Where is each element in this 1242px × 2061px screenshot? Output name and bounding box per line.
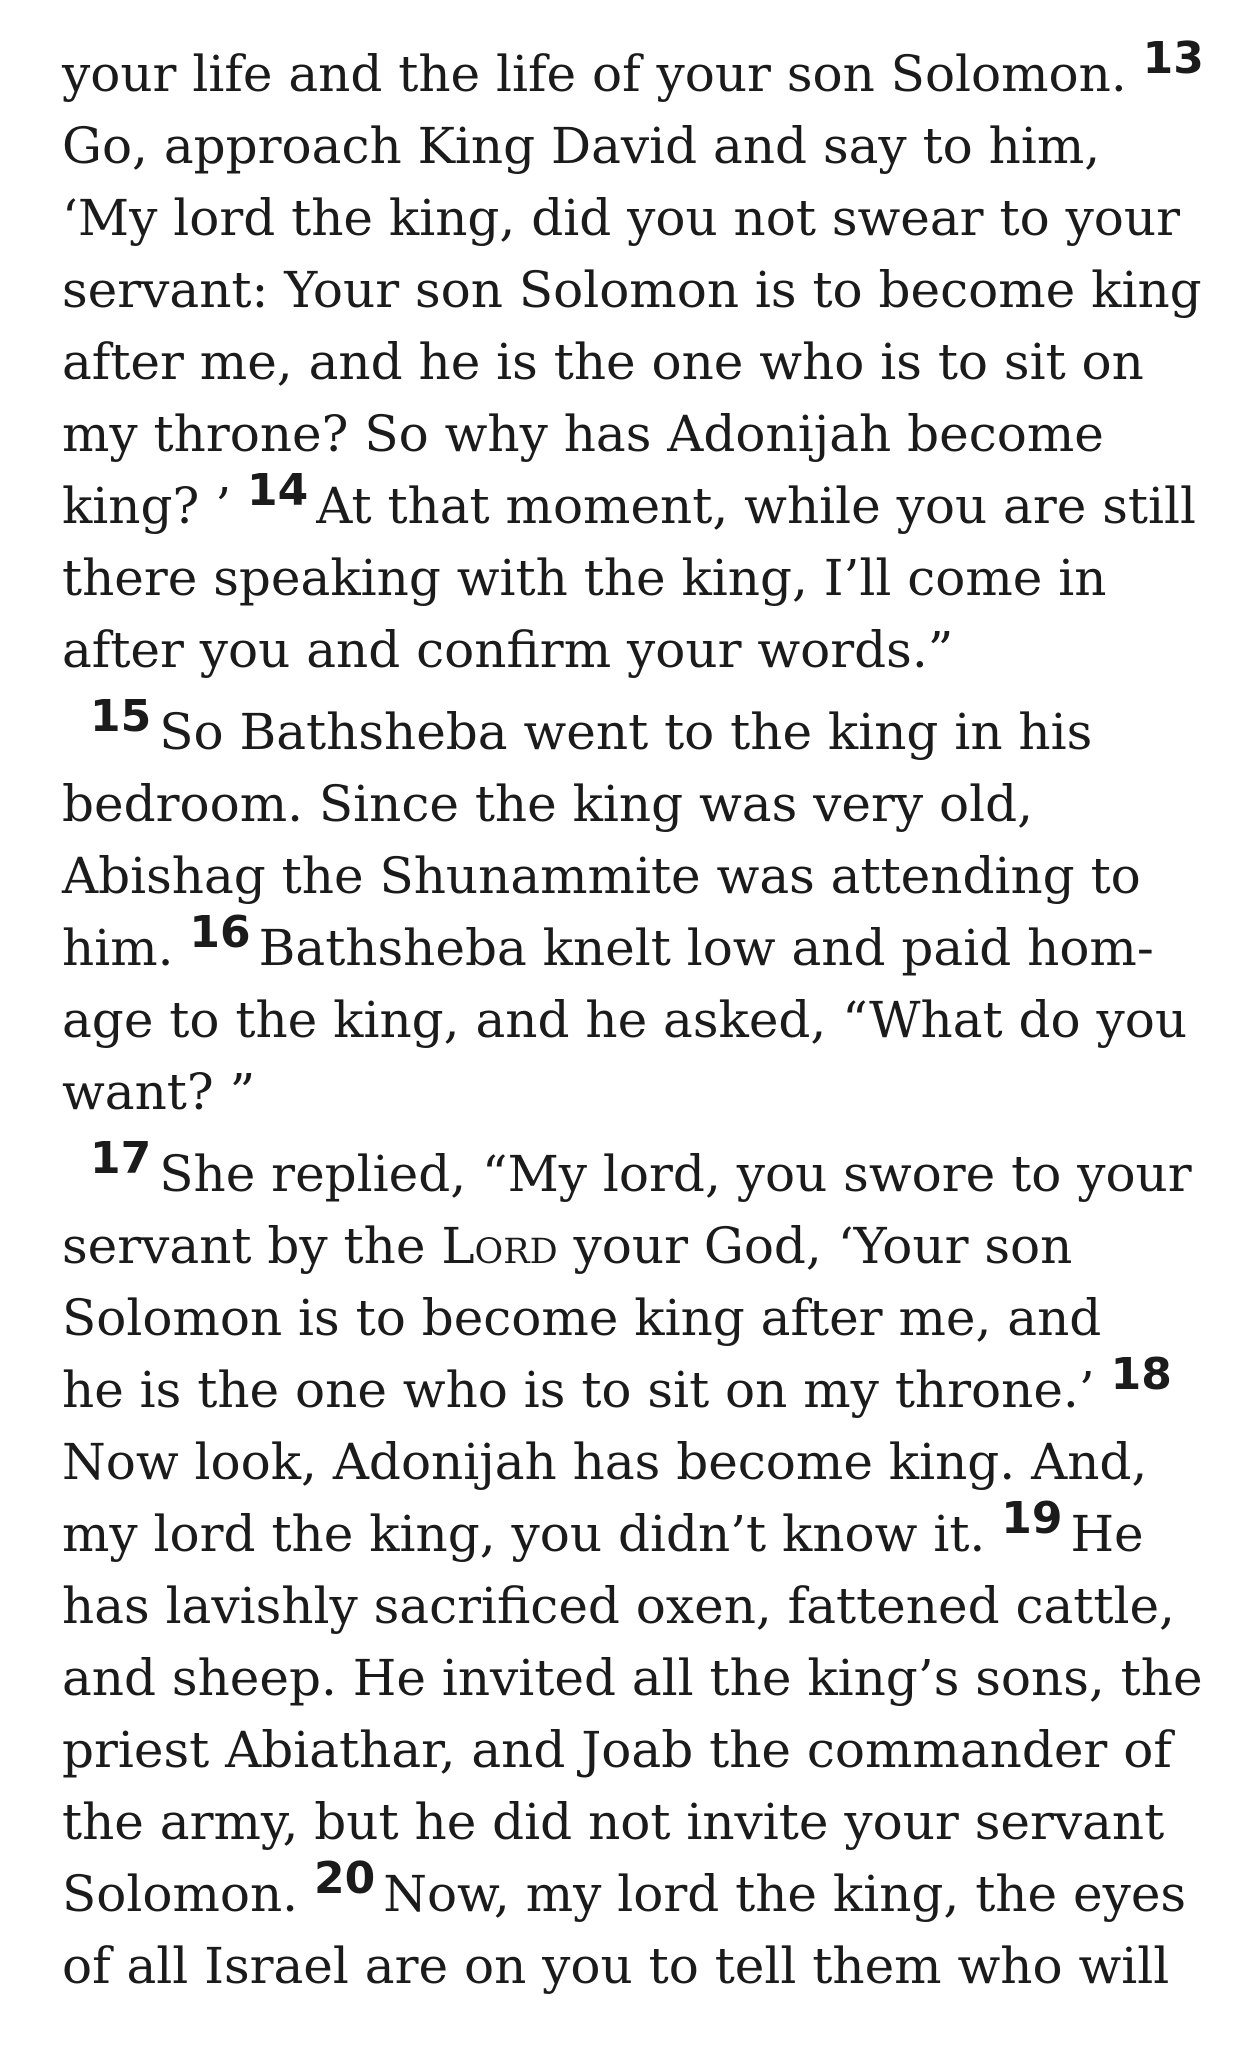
verse-text: So Bathsheba went to the king in his <box>159 703 1093 761</box>
verse-number: 20 <box>313 1853 376 1904</box>
scripture-text <box>62 33 1212 2002</box>
verse-text: my lord the king, you didn’t know it. <box>62 1505 1002 1563</box>
verse-text: your God, ‘Your son <box>557 1217 1073 1275</box>
verse-text: Bathsheba knelt low and paid hom- <box>258 919 1154 977</box>
verse-text: king? ’ <box>62 477 247 535</box>
verse-text: She replied, “My lord, you swore to your <box>159 1145 1192 1203</box>
verse-text: and sheep. He invited all the king’s sons, the <box>62 1649 1203 1707</box>
verse-text: has lavishly sacrificed oxen, fattened cattle, <box>62 1577 1175 1635</box>
verse-text: bedroom. Since the king was very old, <box>62 775 1034 833</box>
text-line <box>62 465 1212 542</box>
text-line <box>62 254 1212 326</box>
text-line <box>62 1426 1212 1498</box>
text-line <box>62 984 1212 1056</box>
verse-text: he is the one who is to sit on my throne.’ <box>62 1361 1111 1419</box>
verse-text: Go, approach King David and say to him, <box>62 117 1101 175</box>
verse-text: after you and confirm your words.” <box>62 621 954 679</box>
verse-text: Now, my lord the king, the eyes <box>383 1865 1187 1923</box>
text-line <box>62 110 1212 182</box>
verse-text: Now look, Adonijah has become king. And, <box>62 1433 1148 1491</box>
text-line <box>62 398 1212 470</box>
text-line <box>62 1786 1212 1858</box>
text-line <box>62 1210 1212 1282</box>
verse-text: priest Abiathar, and Joab the commander of <box>62 1721 1172 1779</box>
verse-text: Abishag the Shunammite was attending to <box>62 847 1141 905</box>
verse-text: servant by the <box>62 1217 442 1275</box>
verse-text: age to the king, and he asked, “What do you <box>62 991 1188 1049</box>
paragraph-first-line <box>62 1128 1212 1210</box>
verse-text: my throne? So why has Adonijah become <box>62 405 1104 463</box>
text-line <box>62 1056 1212 1128</box>
text-line <box>62 33 1212 110</box>
verse-text: want? ” <box>62 1063 256 1121</box>
verse-number: 16 <box>189 907 251 958</box>
verse-number: 13 <box>1142 33 1204 84</box>
verse-text: Solomon. <box>62 1865 314 1923</box>
text-line <box>62 907 1212 984</box>
verse-number: 17 <box>90 1133 152 1184</box>
paragraph-first-line <box>62 686 1212 768</box>
verse-number: 15 <box>90 691 152 742</box>
verse-number: 19 <box>1001 1493 1063 1544</box>
verse-text: servant: Your son Solomon is to become king <box>62 261 1202 319</box>
text-line <box>62 1714 1212 1786</box>
text-line <box>62 182 1212 254</box>
text-line <box>62 1930 1212 2002</box>
verse-text: of all Israel are on you to tell them who will <box>62 1937 1170 1995</box>
text-line <box>62 1349 1212 1426</box>
verse-text: him. <box>62 919 190 977</box>
verse-text: ‘My lord the king, did you not swear to your <box>62 189 1181 247</box>
verse-text: your life and the life of your son Solomon. <box>62 45 1143 103</box>
text-line <box>62 768 1212 840</box>
text-line <box>62 326 1212 398</box>
text-line <box>62 1853 1212 1930</box>
verse-text: after me, and he is the one who is to sit on <box>62 333 1144 391</box>
verse-text: Solomon is to become king after me, and <box>62 1289 1102 1347</box>
text-line <box>62 1282 1212 1354</box>
verse-text: At that moment, while you are still <box>316 477 1196 535</box>
text-line <box>62 614 1212 686</box>
verse-text: the army, but he did not invite your servant <box>62 1793 1165 1851</box>
verse-text: He <box>1070 1505 1144 1563</box>
text-line <box>62 542 1212 614</box>
text-line <box>62 1642 1212 1714</box>
text-line <box>62 1570 1212 1642</box>
text-line <box>62 1493 1212 1570</box>
verse-number: 14 <box>247 465 309 516</box>
text-line <box>62 840 1212 912</box>
verse-number: 18 <box>1110 1349 1172 1400</box>
divine-name-smallcaps: Lord <box>441 1217 558 1275</box>
verse-text: there speaking with the king, I’ll come in <box>62 549 1107 607</box>
